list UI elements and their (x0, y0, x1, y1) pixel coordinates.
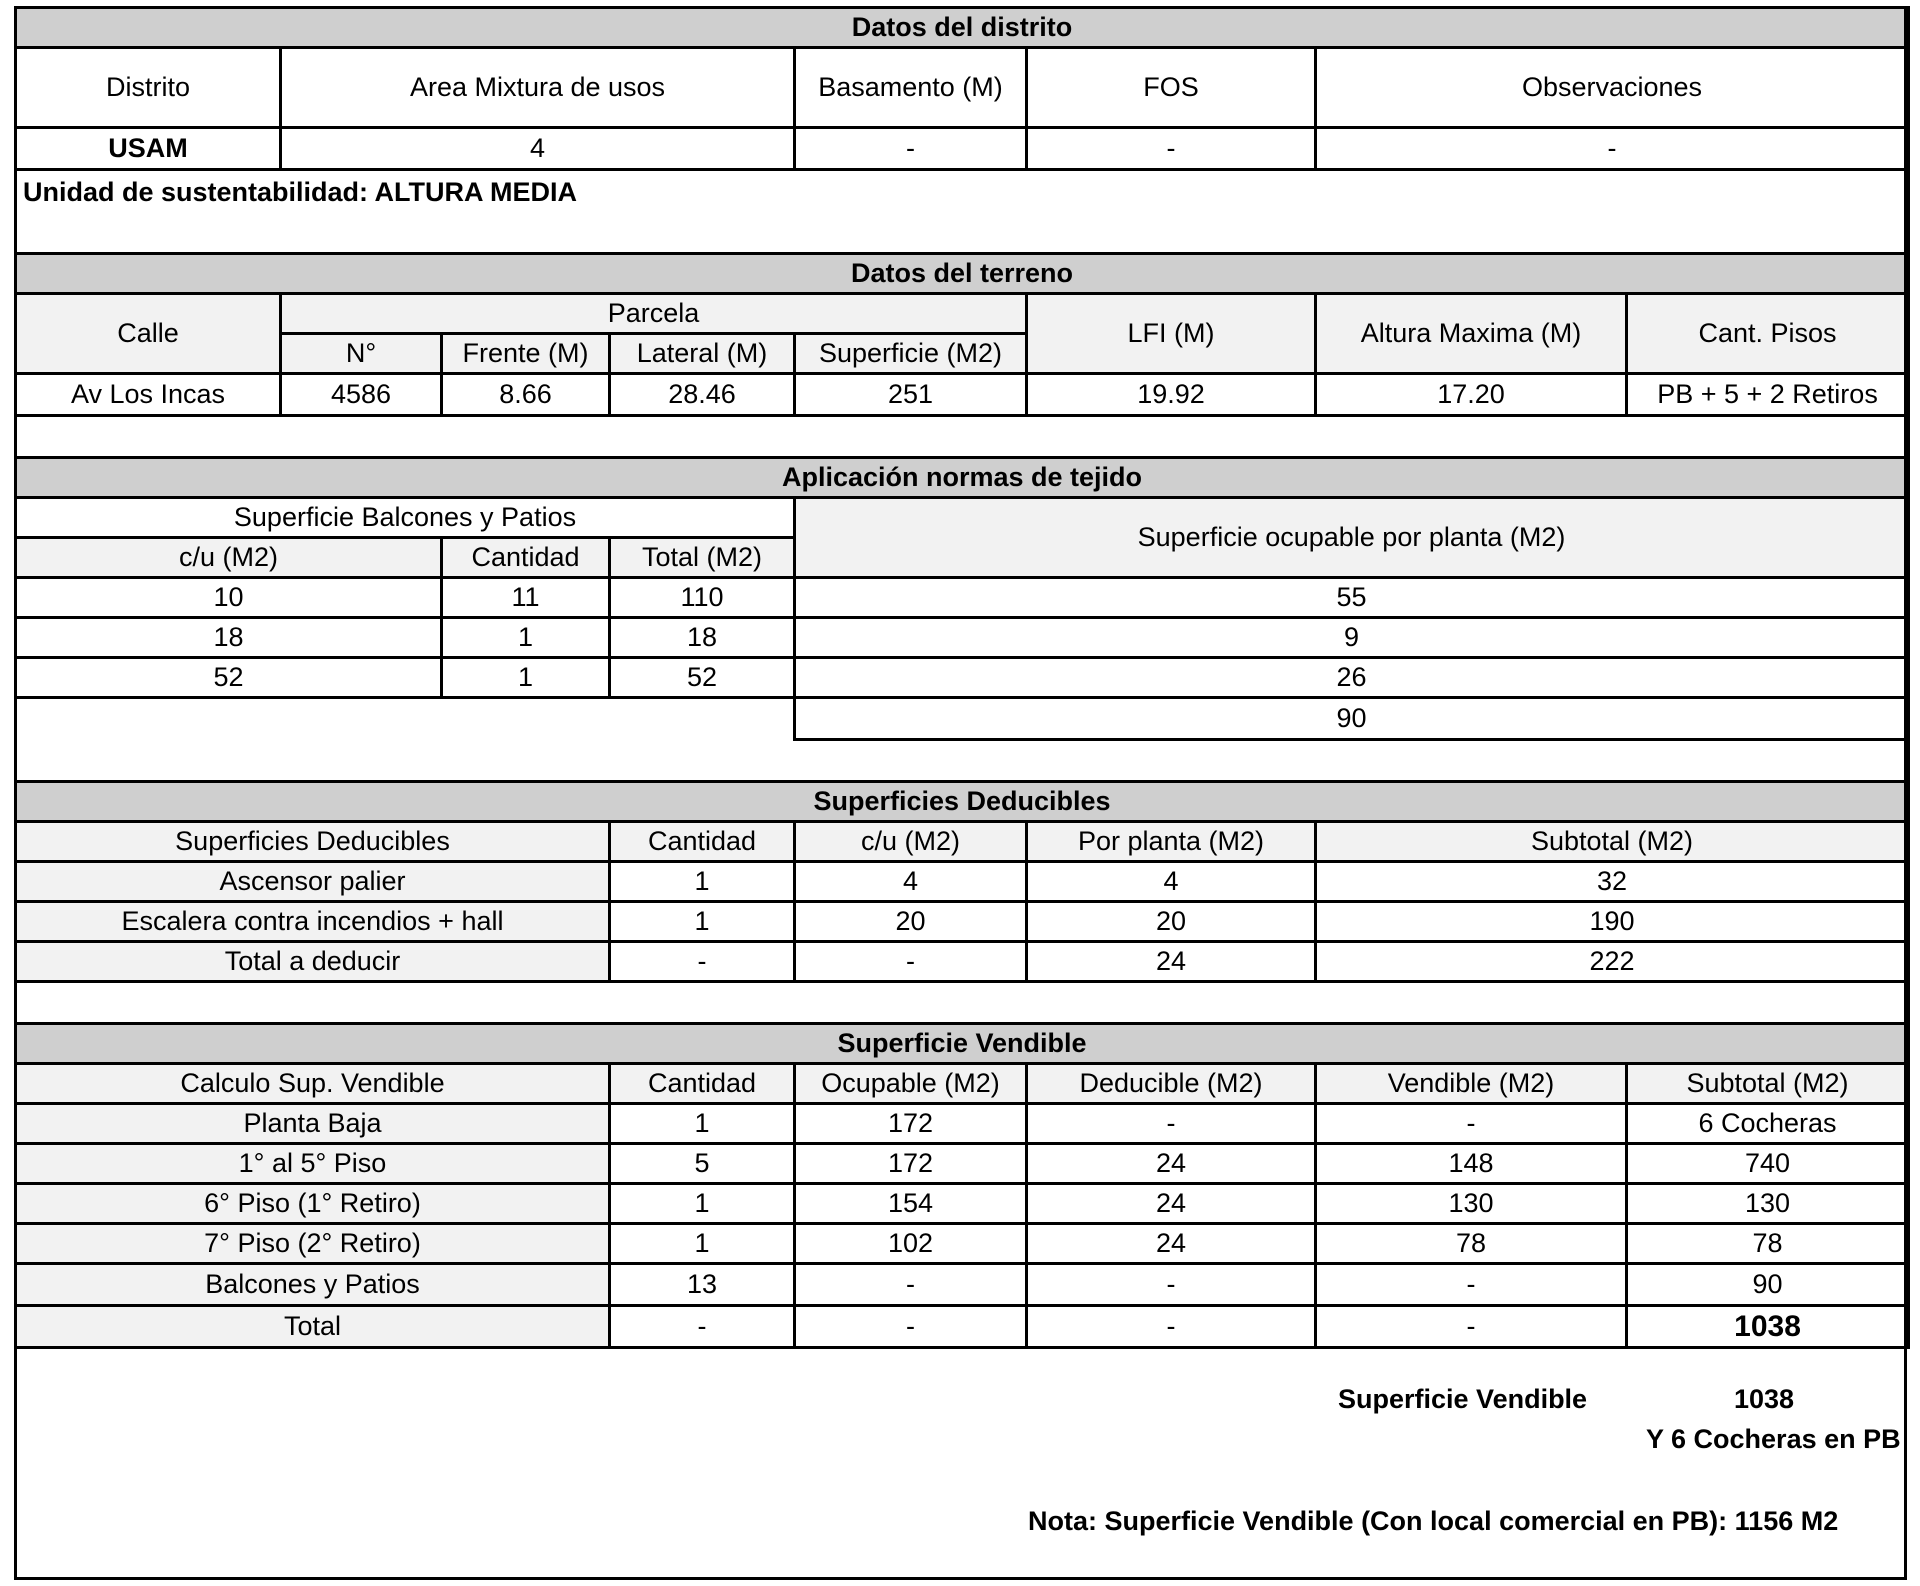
table-row (16, 1264, 1909, 1306)
table-row (16, 1144, 1909, 1184)
header-cu: c/u (M2) (795, 822, 1027, 862)
cell: - (610, 942, 795, 982)
cell: Planta Baja (16, 1104, 610, 1144)
cell: 9 (795, 618, 1909, 658)
header-parcela: Parcela (281, 294, 1027, 334)
header-frente: Frente (M) (442, 334, 610, 374)
value-frente: 8.66 (442, 374, 610, 416)
cell: 18 (16, 618, 442, 658)
spacer-row (16, 416, 1909, 458)
cell: 1 (610, 1184, 795, 1224)
spacer-row (16, 740, 1909, 782)
cell: 130 (1627, 1184, 1909, 1224)
cell: - (795, 1306, 1027, 1348)
cell: 110 (610, 578, 795, 618)
value-superficie: 251 (795, 374, 1027, 416)
cell: - (610, 1306, 795, 1348)
section-title-terreno: Datos del terreno (16, 254, 1909, 294)
header-balcones-patios: Superficie Balcones y Patios (16, 498, 795, 538)
header-area-mixtura: Area Mixtura de usos (281, 48, 795, 128)
section-title-normas: Aplicación normas de tejido (16, 458, 1909, 498)
total-value: 1038 (1627, 1306, 1909, 1348)
value-altura-maxima: 17.20 (1316, 374, 1627, 416)
header-basamento: Basamento (M) (795, 48, 1027, 128)
header-calculo: Calculo Sup. Vendible (16, 1064, 610, 1104)
header-cantidad: Cantidad (442, 538, 610, 578)
calculation-table (14, 6, 1910, 1349)
cell: 1 (610, 902, 795, 942)
cell: 1 (610, 1104, 795, 1144)
cell: 130 (1316, 1184, 1627, 1224)
cell: 5 (610, 1144, 795, 1184)
table-row (16, 578, 1909, 618)
cell: 55 (795, 578, 1909, 618)
cell: 11 (442, 578, 610, 618)
cell: 172 (795, 1104, 1027, 1144)
cell: 24 (1027, 942, 1316, 982)
cell: Balcones y Patios (16, 1264, 610, 1306)
cell: 1 (442, 658, 610, 698)
spreadsheet (14, 6, 1907, 1580)
cell: 172 (795, 1144, 1027, 1184)
cell: 6 Cocheras (1627, 1104, 1909, 1144)
cell: 24 (1027, 1144, 1316, 1184)
value-numero: 4586 (281, 374, 442, 416)
cell: 52 (16, 658, 442, 698)
header-superficie-ocupable: Superficie ocupable por planta (M2) (795, 498, 1909, 578)
value-calle: Av Los Incas (16, 374, 281, 416)
value-lfi: 19.92 (1027, 374, 1316, 416)
cell: 18 (610, 618, 795, 658)
header-vendible: Vendible (M2) (1316, 1064, 1627, 1104)
header-calle: Calle (16, 294, 281, 374)
cell: Total (16, 1306, 610, 1348)
cell: 20 (795, 902, 1027, 942)
value-ocupable-total: 90 (795, 698, 1909, 740)
cell: - (1027, 1264, 1316, 1306)
header-cant-pisos: Cant. Pisos (1627, 294, 1909, 374)
header-subtotal: Subtotal (M2) (1316, 822, 1909, 862)
spacer-cell (16, 698, 795, 740)
cell: 10 (16, 578, 442, 618)
value-basamento: - (795, 128, 1027, 170)
cell: 1 (610, 862, 795, 902)
table-row (16, 902, 1909, 942)
cell: 24 (1027, 1224, 1316, 1264)
header-distrito: Distrito (16, 48, 281, 128)
section-title-vendible: Superficie Vendible (16, 1024, 1909, 1064)
cell: 52 (610, 658, 795, 698)
value-area-mixtura: 4 (281, 128, 795, 170)
header-por-planta: Por planta (M2) (1027, 822, 1316, 862)
nota-note: Nota: Superficie Vendible (Con local comercial en PB): 1156 M2 (1028, 1506, 1839, 1536)
cell: 222 (1316, 942, 1909, 982)
cell: - (1316, 1104, 1627, 1144)
cell: 13 (610, 1264, 795, 1306)
summary-value: 1038 (1734, 1384, 1795, 1414)
cell: 102 (795, 1224, 1027, 1264)
section-title-distrito: Datos del distrito (16, 8, 1909, 48)
header-cantidad: Cantidad (610, 1064, 795, 1104)
cell: 154 (795, 1184, 1027, 1224)
cell: 7° Piso (2° Retiro) (16, 1224, 610, 1264)
table-row (16, 658, 1909, 698)
header-superficies-deducibles: Superficies Deducibles (16, 822, 610, 862)
header-altura-maxima: Altura Maxima (M) (1316, 294, 1627, 374)
cell: 148 (1316, 1144, 1627, 1184)
spacer-row (16, 982, 1909, 1024)
cell: 4 (795, 862, 1027, 902)
table-row (16, 862, 1909, 902)
table-row (16, 1104, 1909, 1144)
header-deducible: Deducible (M2) (1027, 1064, 1316, 1104)
cell: - (795, 942, 1027, 982)
value-distrito: USAM (16, 128, 281, 170)
value-fos: - (1027, 128, 1316, 170)
header-cantidad: Cantidad (610, 822, 795, 862)
header-lfi: LFI (M) (1027, 294, 1316, 374)
cell: 20 (1027, 902, 1316, 942)
header-subtotal: Subtotal (M2) (1627, 1064, 1909, 1104)
cell: - (1316, 1306, 1627, 1348)
header-observaciones: Observaciones (1316, 48, 1909, 128)
cell: 1 (610, 1224, 795, 1264)
cell: 190 (1316, 902, 1909, 942)
cell: Total a deducir (16, 942, 610, 982)
table-row (16, 1184, 1909, 1224)
cell: 78 (1627, 1224, 1909, 1264)
table-row (16, 942, 1909, 982)
cell: Ascensor palier (16, 862, 610, 902)
cell: - (1027, 1306, 1316, 1348)
header-superficie: Superficie (M2) (795, 334, 1027, 374)
value-cant-pisos: PB + 5 + 2 Retiros (1627, 374, 1909, 416)
cell: 1° al 5° Piso (16, 1144, 610, 1184)
header-total: Total (M2) (610, 538, 795, 578)
cell: 90 (1627, 1264, 1909, 1306)
cell: 78 (1316, 1224, 1627, 1264)
cell: 1 (442, 618, 610, 658)
cell: Escalera contra incendios + hall (16, 902, 610, 942)
header-numero: N° (281, 334, 442, 374)
cocheras-note: Y 6 Cocheras en PB (1646, 1424, 1901, 1454)
cell: 32 (1316, 862, 1909, 902)
cell: 740 (1627, 1144, 1909, 1184)
cell: - (1316, 1264, 1627, 1306)
summary-label: Superficie Vendible (1338, 1384, 1588, 1414)
table-row-total (16, 1306, 1909, 1348)
table-row (16, 618, 1909, 658)
header-ocupable: Ocupable (M2) (795, 1064, 1027, 1104)
cell: 24 (1027, 1184, 1316, 1224)
header-lateral: Lateral (M) (610, 334, 795, 374)
cell: - (1027, 1104, 1316, 1144)
cell: 4 (1027, 862, 1316, 902)
cell: - (795, 1264, 1027, 1306)
table-row (16, 1224, 1909, 1264)
cell: 6° Piso (1° Retiro) (16, 1184, 610, 1224)
value-observaciones: - (1316, 128, 1909, 170)
header-cu: c/u (M2) (16, 538, 442, 578)
cell: 26 (795, 658, 1909, 698)
section-title-deducibles: Superficies Deducibles (16, 782, 1909, 822)
header-fos: FOS (1027, 48, 1316, 128)
value-lateral: 28.46 (610, 374, 795, 416)
sustentabilidad-note: Unidad de sustentabilidad: ALTURA MEDIA (16, 170, 1909, 254)
